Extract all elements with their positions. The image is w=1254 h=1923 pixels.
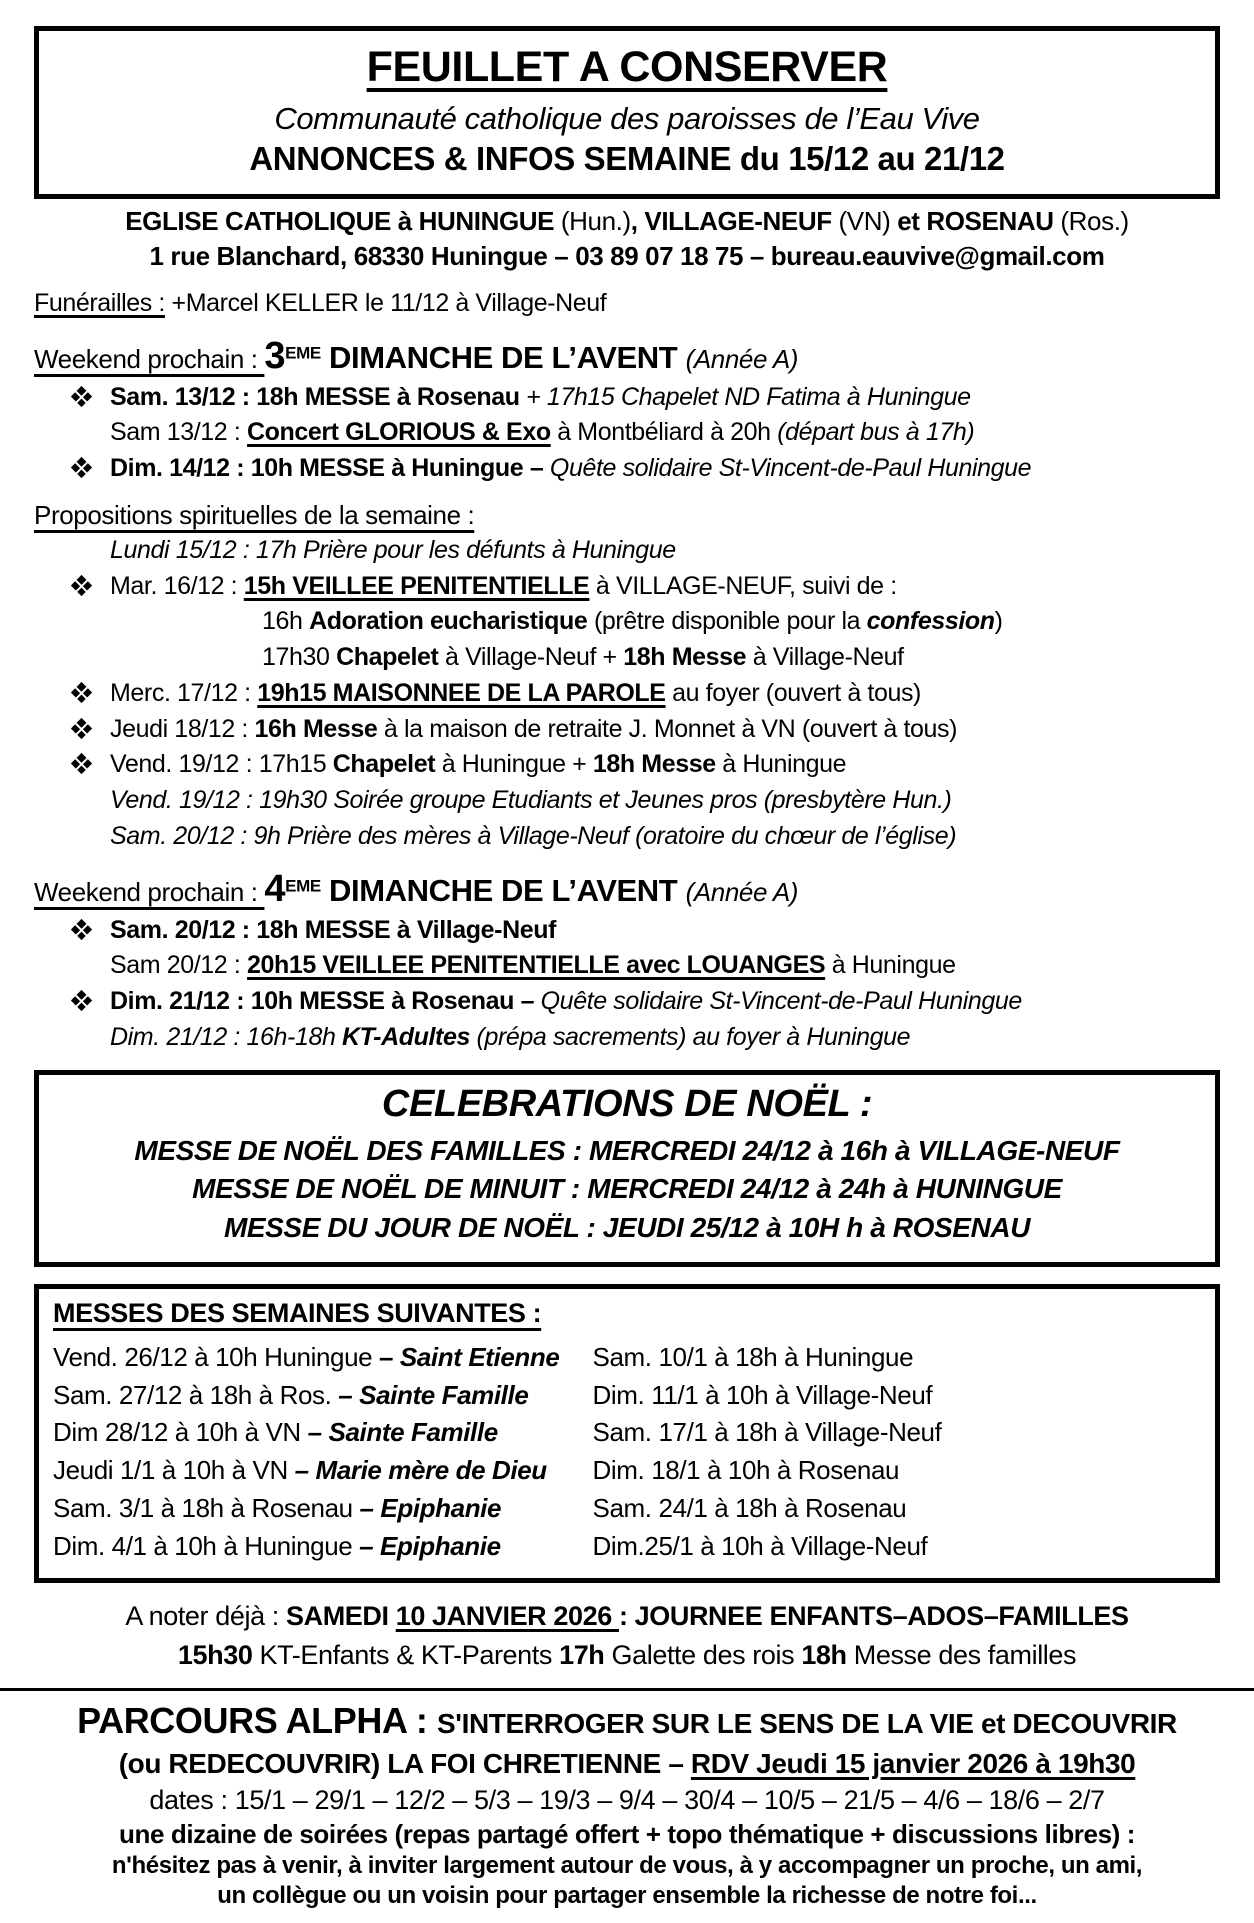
list-item bbox=[34, 415, 1220, 451]
text-segment: Funérailles : bbox=[34, 289, 165, 318]
text-segment: Vend. 19/12 : 19h30 Soirée groupe Etudiants et Jeunes pros (presbytère Hun.) bbox=[110, 786, 952, 815]
text-segment: – Sainte Famille bbox=[338, 1379, 529, 1410]
text-segment: – Epiphanie bbox=[359, 1493, 502, 1524]
text-segment: Weekend prochain : bbox=[34, 876, 265, 907]
list-item bbox=[593, 1414, 1201, 1452]
alpha-description-line bbox=[34, 1818, 1220, 1851]
item-text bbox=[110, 715, 957, 743]
header-box bbox=[34, 26, 1220, 199]
text-segment: 18h Messe bbox=[592, 750, 716, 779]
text-segment: EME bbox=[285, 876, 321, 896]
section-heading bbox=[34, 868, 1220, 911]
text-segment: – Marie mère de Dieu bbox=[294, 1455, 547, 1486]
item-text bbox=[593, 1380, 933, 1410]
diamond-bullet-icon bbox=[71, 919, 92, 940]
text-segment: Concert GLORIOUS & Exo bbox=[246, 418, 551, 447]
diamond-bullet-icon bbox=[71, 457, 92, 478]
text-segment: – Sainte Famille bbox=[307, 1417, 498, 1448]
text-segment: Mar. 16/12 : bbox=[110, 571, 244, 600]
list-item bbox=[34, 604, 1220, 640]
text-segment: une dizaine de soirées (repas partagé offert + topo thématique + discussions libres) : bbox=[119, 1819, 1135, 1850]
text-segment: Sam. 24/1 à 18h à Rosenau bbox=[592, 1493, 907, 1524]
item-text bbox=[110, 951, 956, 979]
text-segment: Sam. 10/1 à 18h à Huningue bbox=[592, 1341, 914, 1372]
item-text bbox=[110, 786, 951, 814]
text-segment: Sam. 20/12 : 9h Prière des mères à Village-Neuf (oratoire du chœur de l’église) bbox=[110, 821, 957, 850]
list-item bbox=[34, 747, 1220, 783]
item-text bbox=[53, 1417, 498, 1447]
text-segment: Jeudi 1/1 à 10h à VN bbox=[53, 1455, 295, 1486]
text-segment: Sam. 13/12 : 18h MESSE à Rosenau bbox=[110, 382, 527, 411]
text-segment: – bbox=[523, 454, 550, 483]
diamond-bullet-icon bbox=[71, 990, 92, 1011]
item-text bbox=[110, 1023, 910, 1051]
text-segment: Merc. 17/12 : bbox=[110, 678, 258, 707]
list-item bbox=[34, 380, 1220, 416]
text-segment: Quête solidaire St-Vincent-de-Paul Huningue bbox=[540, 987, 1022, 1016]
text-segment: : JOURNEE ENFANTS–ADOS–FAMILLES bbox=[618, 1601, 1129, 1632]
text-segment: – bbox=[514, 987, 541, 1016]
text-segment: (Hun.) bbox=[560, 206, 631, 236]
list-item bbox=[34, 948, 1220, 984]
text-segment: 3 bbox=[264, 334, 286, 377]
christmas-celebrations-box bbox=[34, 1070, 1220, 1267]
section-items bbox=[34, 380, 1220, 487]
text-segment: Dim. 4/1 à 10h à Huningue bbox=[53, 1531, 360, 1562]
celebration-line: MESSE DE NOËL DE MINUIT : MERCREDI 24/12 à 24h à HUNINGUE bbox=[192, 1173, 1062, 1205]
text-segment: Jeudi 18/12 : bbox=[110, 714, 255, 743]
text-segment: EGLISE CATHOLIQUE à HUNINGUE bbox=[125, 206, 561, 236]
section-3rd-advent-weekend bbox=[34, 335, 1220, 487]
text-segment: Galette des rois bbox=[604, 1640, 802, 1671]
list-item bbox=[593, 1339, 1201, 1377]
celebration-line: MESSE DE NOËL DES FAMILLES : MERCREDI 24/12 à 16h à VILLAGE-NEUF bbox=[134, 1134, 1120, 1166]
separator-line bbox=[0, 1688, 1254, 1691]
text-segment: 10 JANVIER 2026 bbox=[395, 1601, 619, 1632]
item-text bbox=[53, 1531, 501, 1561]
list-item bbox=[34, 451, 1220, 487]
item-text bbox=[262, 607, 1003, 635]
alpha-rdv-line bbox=[34, 1745, 1220, 1783]
text-segment: KT-Adultes bbox=[342, 1022, 470, 1051]
text-segment: à Huningue + bbox=[435, 750, 593, 779]
list-item bbox=[34, 1020, 1220, 1056]
text-segment: Quête solidaire St-Vincent-de-Paul Huningue bbox=[549, 454, 1032, 483]
item-text bbox=[593, 1531, 928, 1561]
text-segment: (prépa sacrements) au foyer à Huningue bbox=[469, 1022, 911, 1051]
text-segment: (Ros.) bbox=[1060, 206, 1129, 236]
text-segment: – Saint Etienne bbox=[379, 1341, 560, 1372]
text-segment: Dim. 14/12 : 10h MESSE à Huningue bbox=[110, 454, 524, 483]
item-text bbox=[53, 1380, 528, 1410]
text-segment: (Année A) bbox=[685, 876, 799, 907]
list-item bbox=[53, 1377, 593, 1415]
text-segment: Dim. 21/12 : 16h-18h bbox=[110, 1022, 343, 1051]
diamond-bullet-icon bbox=[71, 753, 92, 774]
text-segment: 18h Messe bbox=[623, 643, 747, 672]
text-segment: Dim.25/1 à 10h à Village-Neuf bbox=[592, 1531, 928, 1562]
list-item bbox=[34, 819, 1220, 855]
text-segment: Chapelet bbox=[332, 750, 436, 779]
contact-line: 1 rue Blanchard, 68330 Huningue – 03 89 07 18 75 – bureau.eauvive@gmail.com bbox=[149, 241, 1105, 272]
item-text bbox=[593, 1417, 942, 1447]
item-text bbox=[110, 679, 921, 707]
text-segment: n'hésitez pas à venir, à inviter largement autour de vous, à y accompagner un proche, un ami, bbox=[111, 1851, 1143, 1879]
section-items bbox=[34, 913, 1220, 1056]
alpha-title-line bbox=[34, 1697, 1220, 1746]
list-item bbox=[593, 1452, 1201, 1490]
masses-heading: MESSES DES SEMAINES SUIVANTES : bbox=[53, 1297, 542, 1328]
text-segment: Sam 20/12 : bbox=[110, 951, 247, 980]
text-segment: KT-Enfants & KT-Parents bbox=[252, 1640, 560, 1671]
item-text bbox=[110, 383, 971, 411]
text-segment: à Huningue bbox=[825, 951, 956, 980]
alpha-course-section bbox=[34, 1697, 1220, 1911]
save-the-date-note bbox=[34, 1597, 1220, 1675]
note-line bbox=[34, 1636, 1220, 1675]
text-segment: 20h15 VEILLEE PENITENTIELLE avec LOUANGES bbox=[246, 951, 826, 980]
section-items bbox=[34, 533, 1220, 855]
list-item bbox=[593, 1490, 1201, 1528]
list-item bbox=[34, 712, 1220, 748]
text-segment: Weekend prochain : bbox=[34, 343, 265, 374]
alpha-dates-line bbox=[34, 1783, 1220, 1818]
text-segment: au foyer (ouvert à tous) bbox=[665, 678, 921, 707]
text-segment: (prêtre disponible pour la bbox=[587, 607, 867, 636]
list-item bbox=[53, 1490, 593, 1528]
text-segment: ) bbox=[994, 607, 1003, 636]
list-item bbox=[34, 984, 1220, 1020]
alpha-invite-line bbox=[34, 1851, 1220, 1881]
upcoming-masses-box bbox=[34, 1284, 1220, 1584]
masses-grid bbox=[53, 1339, 1201, 1567]
text-segment: Propositions spirituelles de la semaine : bbox=[34, 499, 475, 530]
text-segment: à VILLAGE-NEUF, suivi de : bbox=[589, 571, 897, 600]
item-text bbox=[110, 536, 676, 564]
text-segment: Sam 13/12 : bbox=[110, 418, 247, 447]
list-item bbox=[593, 1528, 1201, 1566]
text-segment: +Marcel KELLER le 11/12 à Village-Neuf bbox=[164, 289, 607, 318]
text-segment: 19h15 MAISONNEE DE LA PAROLE bbox=[257, 678, 666, 707]
text-segment: 15h VEILLEE PENITENTIELLE bbox=[243, 571, 590, 600]
text-segment: Messe des familles bbox=[846, 1640, 1077, 1671]
bulletin-title: FEUILLET A CONSERVER bbox=[366, 43, 888, 91]
text-segment: – Epiphanie bbox=[359, 1531, 501, 1562]
text-segment: (ou REDECOUVRIR) LA FOI CHRETIENNE – bbox=[118, 1748, 691, 1780]
text-segment: Vend. 19/12 : 17h15 bbox=[110, 750, 333, 779]
list-item bbox=[53, 1528, 593, 1566]
text-segment: 18h bbox=[801, 1640, 847, 1671]
text-segment: Chapelet bbox=[336, 643, 439, 672]
list-item bbox=[34, 533, 1220, 569]
item-text bbox=[593, 1342, 914, 1372]
text-segment: à Village-Neuf + bbox=[438, 643, 624, 672]
text-segment: Dim. 11/1 à 10h à Village-Neuf bbox=[592, 1379, 933, 1410]
alpha-invite-line bbox=[34, 1881, 1220, 1911]
list-item bbox=[53, 1414, 593, 1452]
text-segment: RDV Jeudi 15 janvier 2026 à 19h30 bbox=[690, 1748, 1136, 1780]
list-item bbox=[34, 913, 1220, 949]
list-item bbox=[34, 783, 1220, 819]
text-segment: (Année A) bbox=[685, 343, 799, 374]
item-text bbox=[110, 572, 897, 600]
list-item bbox=[34, 569, 1220, 605]
list-item bbox=[34, 640, 1220, 676]
masses-left-column bbox=[53, 1339, 593, 1567]
celebration-line: MESSE DU JOUR DE NOËL : JEUDI 25/12 à 10H h à ROSENAU bbox=[223, 1211, 1031, 1243]
text-segment: , VILLAGE-NEUF bbox=[630, 206, 839, 236]
list-item bbox=[593, 1377, 1201, 1415]
section-heading bbox=[34, 335, 1220, 378]
text-segment: Dim. 18/1 à 10h à Rosenau bbox=[592, 1455, 900, 1486]
text-segment: 16h Messe bbox=[254, 714, 378, 743]
item-text bbox=[110, 750, 846, 778]
item-text bbox=[593, 1493, 907, 1523]
text-segment: 17h30 bbox=[262, 643, 337, 672]
list-item bbox=[53, 1339, 593, 1377]
text-segment: Dim 28/12 à 10h à VN bbox=[53, 1417, 308, 1448]
item-text bbox=[110, 454, 1031, 482]
section-spiritual-proposals bbox=[34, 500, 1220, 855]
address-block bbox=[34, 204, 1220, 274]
text-segment: SAMEDI bbox=[286, 1601, 396, 1632]
text-segment: EME bbox=[285, 343, 321, 363]
celebrations-title: CELEBRATIONS DE NOËL : bbox=[381, 1082, 873, 1125]
week-range-line: ANNONCES & INFOS SEMAINE du 15/12 au 21/12 bbox=[249, 140, 1005, 177]
text-segment: à Huningue bbox=[715, 750, 847, 779]
text-segment: Sam. 3/1 à 18h à Rosenau bbox=[53, 1493, 360, 1524]
text-segment: (VN) bbox=[838, 206, 891, 236]
text-segment: dates : 15/1 – 29/1 – 12/2 – 5/3 – 19/3 – 9/4 – 30/4 – 10/5 – 21/5 – 4/6 – 18/6 – 2/7 bbox=[149, 1784, 1105, 1815]
text-segment: à Montbéliard à 20h bbox=[550, 418, 778, 447]
text-segment: S'INTERROGER SUR LE SENS DE LA VIE et DECOUVRIR bbox=[437, 1707, 1177, 1739]
item-text bbox=[593, 1455, 900, 1485]
funerals-line bbox=[34, 286, 1220, 322]
item-text bbox=[110, 916, 556, 944]
text-segment: 15h30 bbox=[177, 1640, 253, 1671]
diamond-bullet-icon bbox=[71, 386, 92, 407]
item-text bbox=[110, 822, 956, 850]
text-segment: confession bbox=[866, 607, 995, 636]
text-segment: un collègue ou un voisin pour partager ensemble la richesse de notre foi... bbox=[217, 1881, 1037, 1909]
section-heading bbox=[34, 500, 1220, 531]
community-subtitle: Communauté catholique des paroisses de l’Eau Vive bbox=[274, 101, 980, 136]
item-text bbox=[110, 418, 974, 446]
text-segment: Lundi 15/12 : 17h Prière pour les défunts à Huningue bbox=[110, 535, 676, 564]
note-line bbox=[34, 1597, 1220, 1636]
item-text bbox=[53, 1455, 547, 1485]
text-segment: 17h bbox=[559, 1640, 605, 1671]
text-segment: (départ bus à 17h) bbox=[777, 418, 975, 447]
section-4th-advent-weekend bbox=[34, 868, 1220, 1056]
text-segment: Adoration eucharistique bbox=[309, 607, 588, 636]
diamond-bullet-icon bbox=[71, 575, 92, 596]
text-segment: 16h bbox=[262, 607, 310, 636]
diamond-bullet-icon bbox=[71, 682, 92, 703]
list-item bbox=[53, 1452, 593, 1490]
diamond-bullet-icon bbox=[71, 718, 92, 739]
text-segment: Sam. 20/12 : 18h MESSE à Village-Neuf bbox=[110, 915, 557, 944]
masses-right-column bbox=[593, 1339, 1201, 1567]
text-segment: DIMANCHE DE L’AVENT bbox=[320, 872, 686, 908]
text-segment: Sam. 17/1 à 18h à Village-Neuf bbox=[592, 1417, 942, 1448]
item-text bbox=[262, 643, 904, 671]
churches-line bbox=[34, 204, 1220, 239]
item-text bbox=[110, 987, 1022, 1015]
text-segment: + 17h15 Chapelet ND Fatima à Huningue bbox=[526, 382, 971, 411]
text-segment: PARCOURS ALPHA : bbox=[77, 1699, 438, 1741]
text-segment: Sam. 27/12 à 18h à Ros. bbox=[53, 1379, 339, 1410]
text-segment: DIMANCHE DE L’AVENT bbox=[320, 339, 686, 375]
item-text bbox=[53, 1493, 501, 1523]
text-segment: à la maison de retraite J. Monnet à VN (ouvert à tous) bbox=[377, 714, 958, 743]
list-item bbox=[34, 676, 1220, 712]
text-segment: Vend. 26/12 à 10h Huningue bbox=[53, 1341, 380, 1372]
item-text bbox=[53, 1342, 559, 1372]
text-segment: 4 bbox=[264, 867, 286, 910]
text-segment: A noter déjà : bbox=[125, 1601, 286, 1632]
text-segment: Dim. 21/12 : 10h MESSE à Rosenau bbox=[110, 987, 515, 1016]
text-segment: à Village-Neuf bbox=[746, 643, 904, 672]
text-segment: et ROSENAU bbox=[890, 206, 1061, 236]
